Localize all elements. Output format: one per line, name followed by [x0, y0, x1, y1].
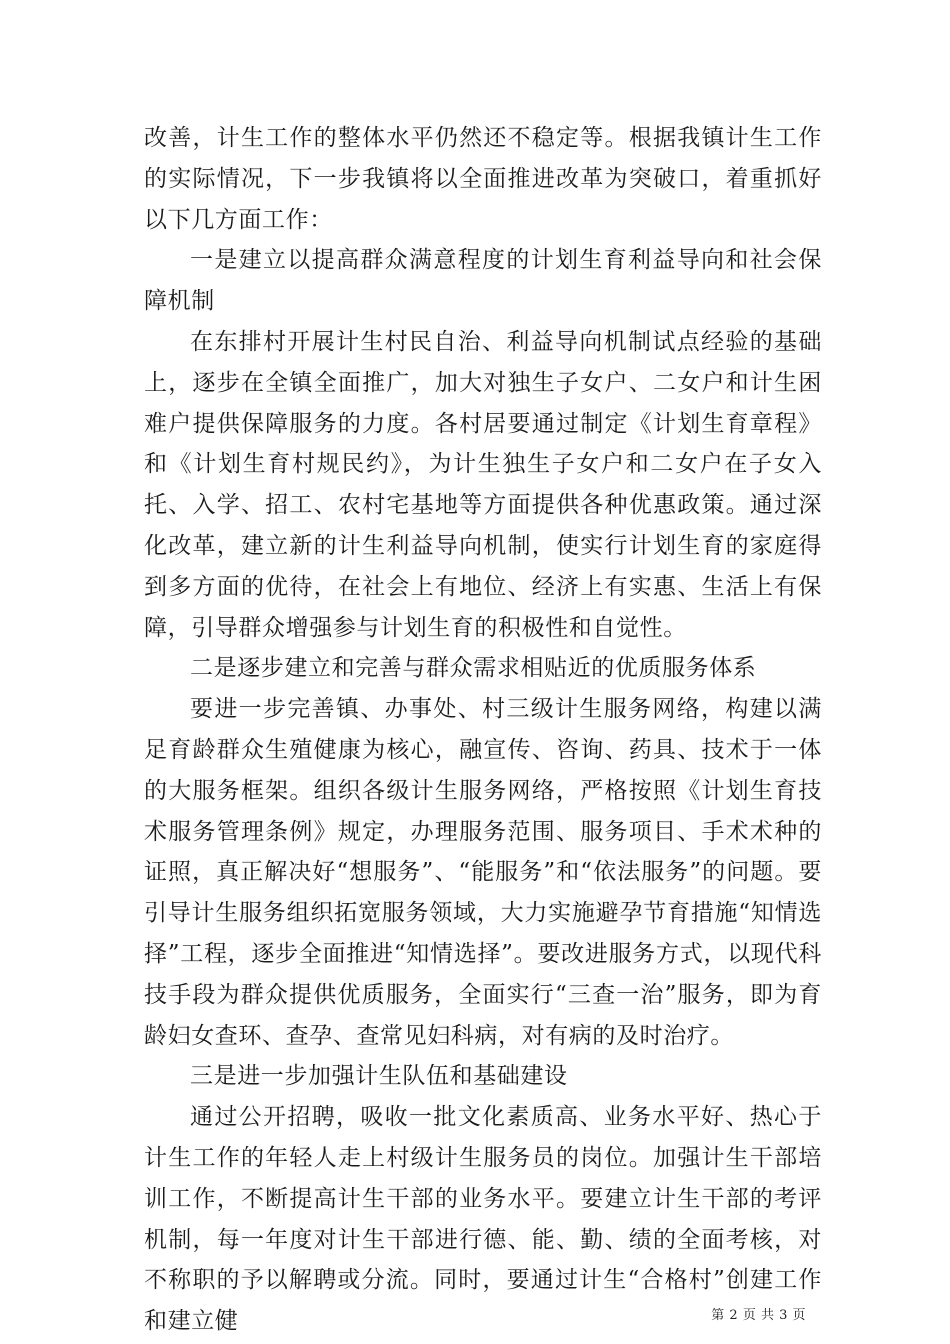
heading-section-2: 二是逐步建立和完善与群众需求相贴近的优质服务体系: [190, 655, 757, 682]
paragraph-section-3: 通过公开招聘，吸收一批文化素质高、业务水平好、热心于计生工作的年轻人走上村级计生服务员的岗位。加强计生干部培训工作，不断提高计生干部的业务水平。要建立计生干部的考评机制，每一年度对计生干部进行德、能、勤、绩的全面考核，对不称职的予以解聘或分流。同时，要通过计生“合格村”创建工作和建立健: [144, 1104, 822, 1335]
paragraph-section-2: 要进一步完善镇、办事处、村三级计生服务网络，构建以满足育龄群众生殖健康为核心，融宣传、咨询、药具、技术于一体的大服务框架。组织各级计生服务网络，严格按照《计划生育技术服务管理条例》规定，办理服务范围、服务项目、手术术种的证照，真正解决好“想服务”、“能服务”和“依法服务”的问题。要引导计生服务组织拓宽服务领域，大力实施避孕节育措施“知情选择”工程，逐步全面推进“知情选择”。要改进服务方式，以现代科技手段为群众提供优质服务，全面实行“三查一治”服务，即为育龄妇女查环、查孕、查常见妇科病，对有病的及时治疗。: [144, 696, 822, 1049]
document-body: [144, 118, 822, 1342]
heading-section-1: 一是建立以提高群众满意程度的计划生育利益导向和社会保障机制: [144, 247, 822, 315]
page-number: 第 2 页 共 3 页: [711, 1308, 806, 1323]
paragraph-section-1: 在东排村开展计生村民自治、利益导向机制试点经验的基础上，逐步在全镇全面推广，加大对独生子女户、二女户和计生困难户提供保障服务的力度。各村居要通过制定《计划生育章程》和《计划生育村规民约》，为计生独生子女户和二女户在子女入托、入学、招工、农村宅基地等方面提供各种优惠政策。通过深化改革，建立新的计生利益导向机制，使实行计划生育的家庭得到多方面的优待，在社会上有地位、经济上有实惠、生活上有保障，引导群众增强参与计划生育的积极性和自觉性。: [144, 328, 822, 641]
heading-section-3: 三是进一步加强计生队伍和基础建设: [190, 1063, 568, 1090]
paragraph-intro: 改善，计生工作的整体水平仍然还不稳定等。根据我镇计生工作的实际情况，下一步我镇将以全面推进改革为突破口，着重抓好以下几方面工作：: [144, 125, 822, 233]
